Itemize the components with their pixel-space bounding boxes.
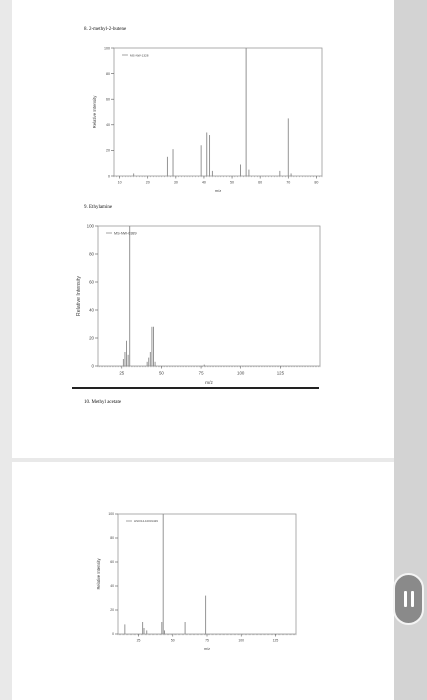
question-8-number: 8.	[84, 27, 88, 32]
y-tick-label: 40	[110, 584, 114, 589]
x-tick-label: 25	[136, 638, 141, 643]
scroll-handle[interactable]	[393, 573, 424, 625]
x-tick-label: 40	[201, 180, 206, 185]
y-tick-label: 20	[106, 148, 110, 153]
y-tick-label: 40	[106, 123, 110, 128]
y-tick-label: 0	[108, 174, 110, 179]
mass-spectrum-methyl-acetate	[84, 508, 304, 653]
y-tick-label: 60	[89, 279, 94, 285]
y-tick-label: 40	[89, 307, 94, 313]
y-tick-label: 20	[89, 335, 94, 341]
x-tick-label: 60	[258, 180, 263, 185]
mass-spectrum-ethylamine	[58, 220, 328, 390]
mass-spectrum-2-methyl-2-butene	[76, 40, 326, 200]
x-tick-label: 50	[230, 180, 235, 185]
plot-frame	[114, 48, 322, 176]
x-tick-label: 50	[170, 638, 175, 643]
y-tick-label: 20	[110, 608, 114, 613]
y-tick-label: 80	[106, 71, 110, 76]
x-axis-label: m/z	[203, 646, 211, 651]
x-tick-label: 75	[198, 370, 204, 376]
x-tick-label: 100	[238, 638, 245, 643]
y-tick-label: 100	[86, 223, 94, 229]
question-9-name: Ethylamine	[89, 205, 113, 210]
x-tick-label: 25	[119, 370, 125, 376]
y-tick-label: 80	[110, 536, 114, 541]
question-9-title	[84, 205, 112, 210]
grip-icon	[411, 591, 414, 607]
y-tick-label: 0	[112, 632, 114, 637]
x-tick-label: 20	[145, 180, 150, 185]
y-axis-label: Relative Intensity	[96, 558, 101, 590]
x-axis-label: m/z	[205, 380, 213, 386]
x-tick-label: 70	[286, 180, 291, 185]
x-tick-label: 50	[158, 370, 164, 376]
y-tick-label: 0	[91, 363, 94, 369]
x-tick-label: 30	[173, 180, 178, 185]
x-tick-label: 100	[237, 370, 245, 376]
x-tick-label: 80	[314, 180, 319, 185]
y-tick-label: 60	[106, 97, 110, 102]
y-tick-label: 100	[108, 512, 114, 517]
x-axis-label: m/z	[214, 188, 222, 194]
question-8-title	[84, 27, 126, 32]
x-tick-label: 10	[117, 180, 122, 185]
y-tick-label: 60	[110, 560, 114, 565]
plot-frame	[118, 514, 296, 634]
x-tick-label: 125	[276, 370, 285, 376]
y-axis-label: Relative Intensity	[76, 275, 82, 317]
question-10-name: Methyl acetate	[91, 400, 122, 405]
plot-frame	[98, 226, 320, 366]
question-10-title	[84, 400, 121, 405]
y-tick-label: 100	[104, 46, 110, 51]
question-10-number: 10.	[84, 400, 91, 405]
legend-label: HSCI14-10031429	[134, 519, 158, 524]
grip-icon	[404, 591, 407, 607]
y-axis-label: Relative Intensity	[92, 95, 97, 129]
question-9-number: 9.	[84, 205, 88, 210]
x-tick-label: 125	[272, 638, 279, 643]
legend-label: MS-NW-1328	[130, 53, 149, 58]
x-tick-label: 75	[205, 638, 209, 643]
y-tick-label: 80	[89, 251, 94, 257]
legend-label: MS-NW-0389	[114, 231, 137, 236]
question-8-name: 2-methyl-2-butene	[89, 27, 127, 32]
